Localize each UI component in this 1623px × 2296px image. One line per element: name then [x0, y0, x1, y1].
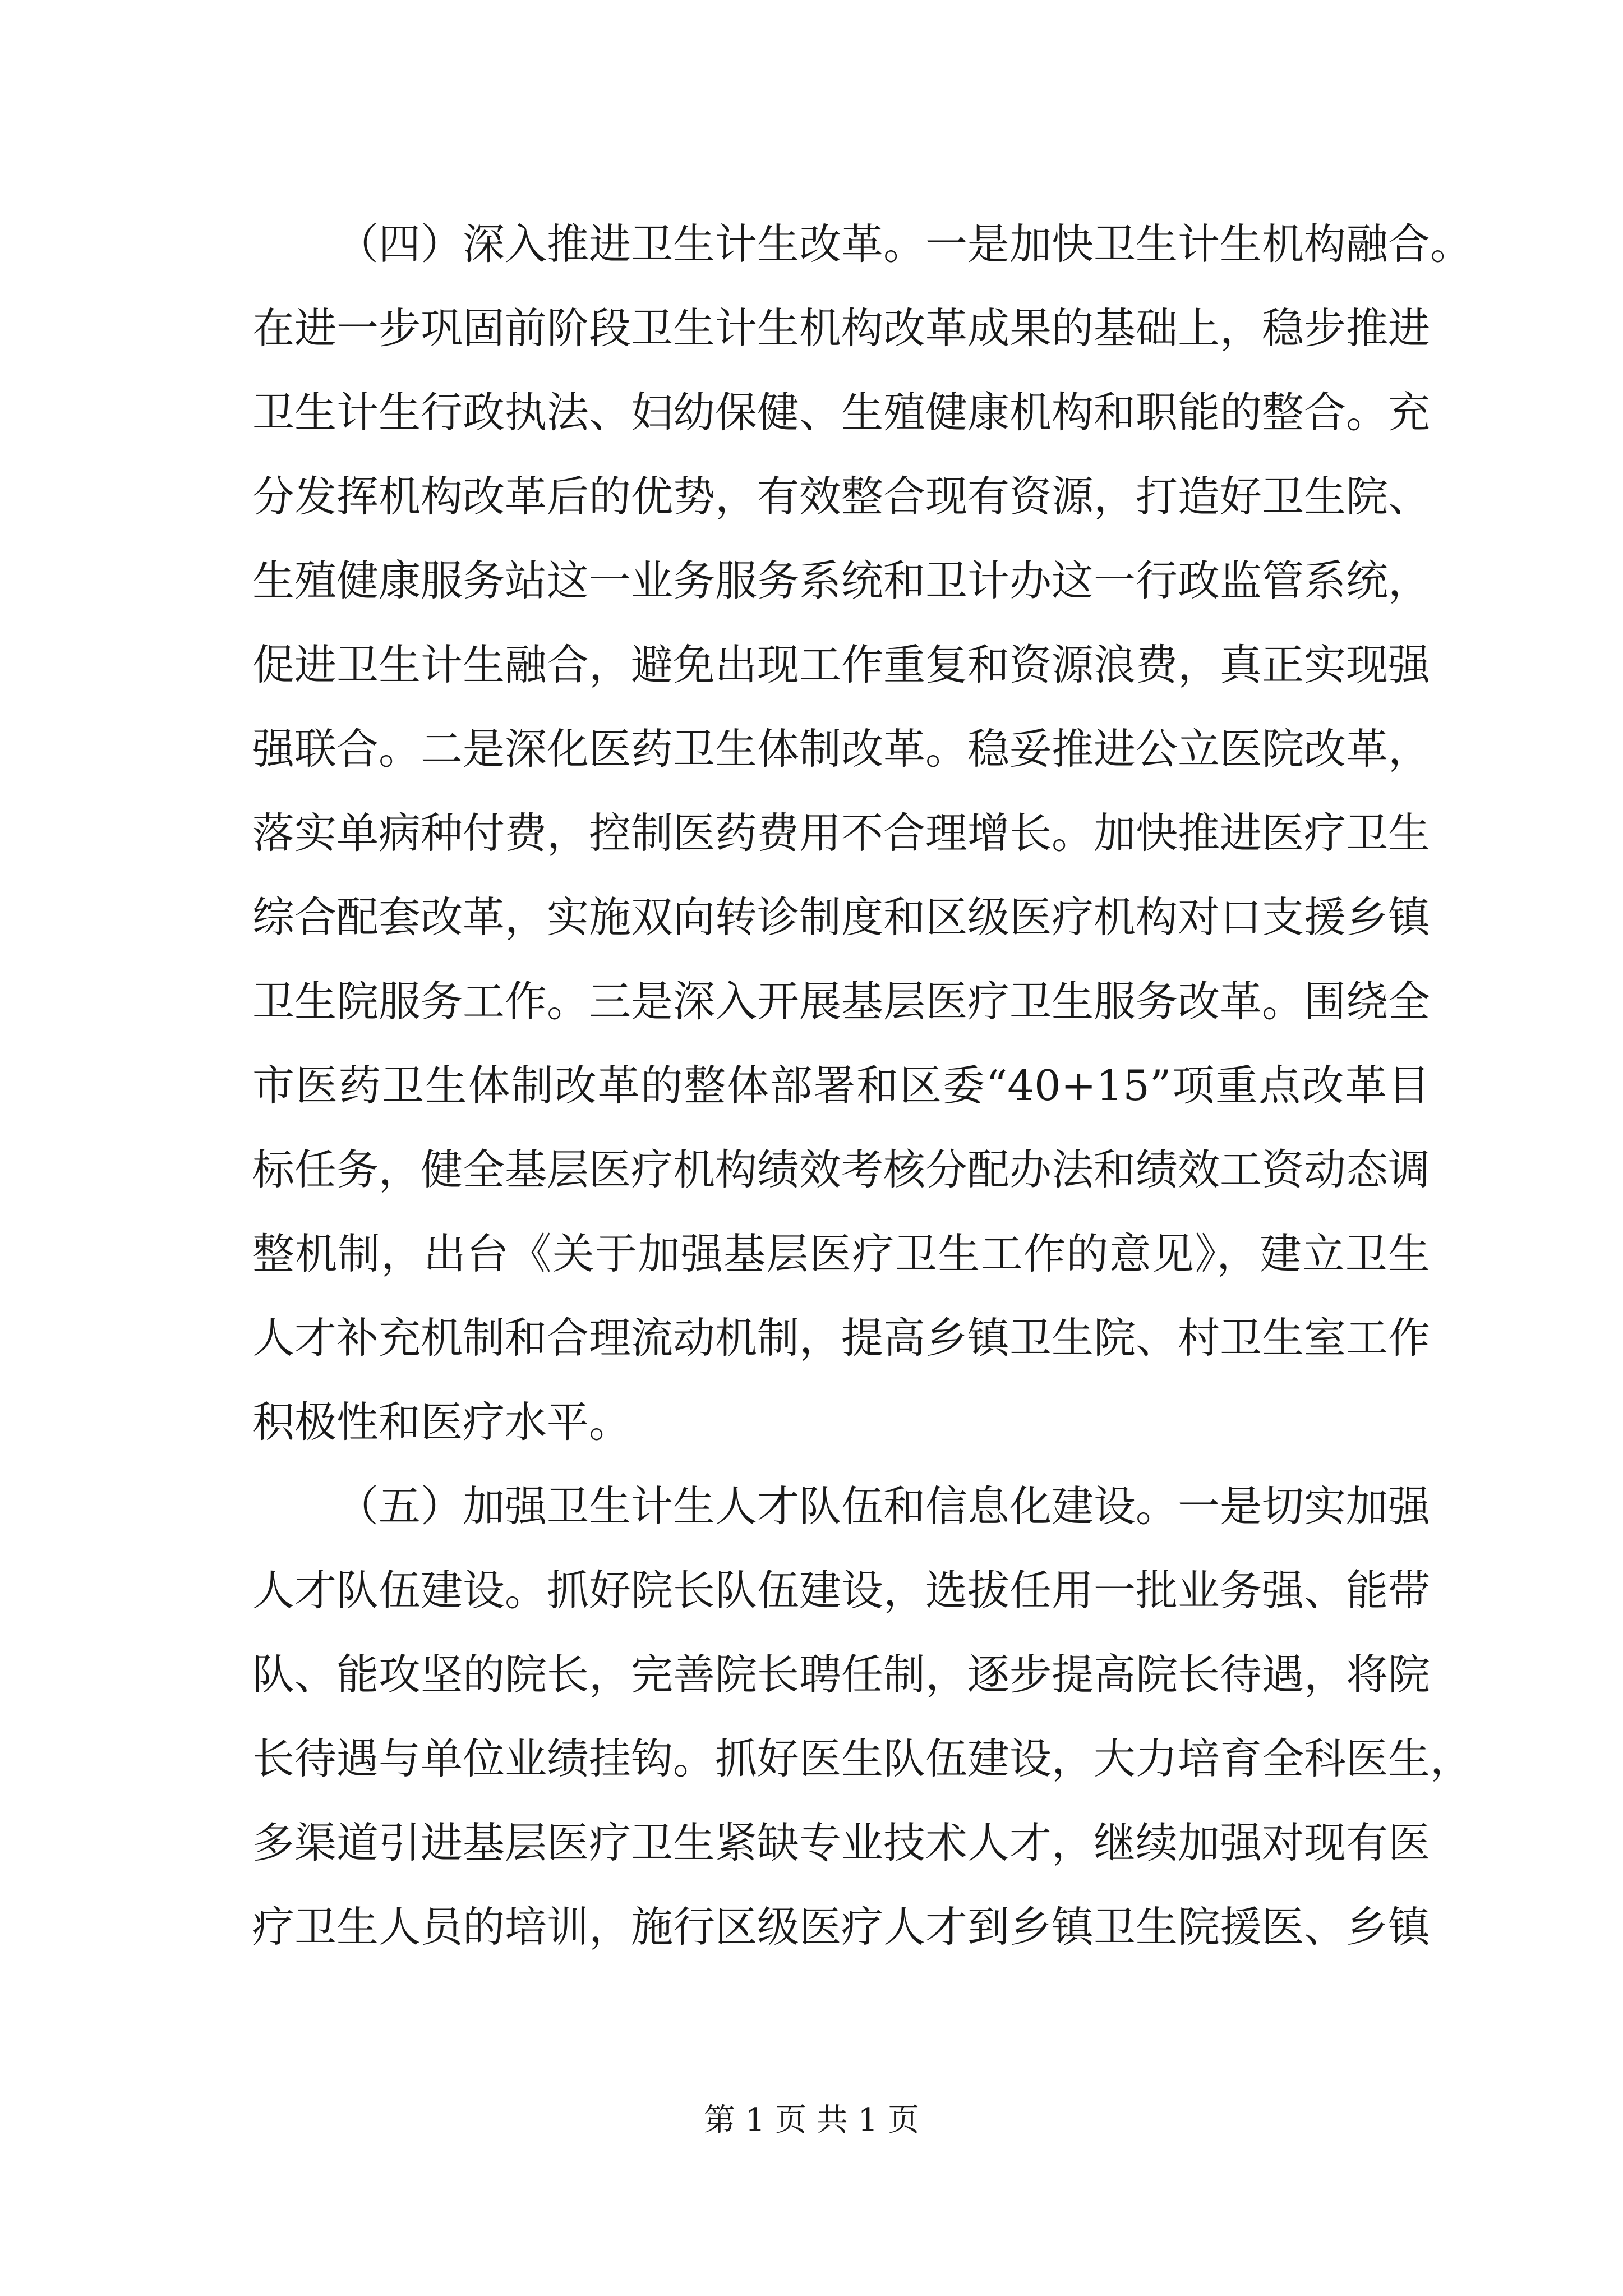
text-line: 生殖健康服务站这一业务服务系统和卫计办这一行政监管系统， — [252, 556, 1431, 605]
text-line: 促进卫生计生融合，避免出现工作重复和资源浪费，真正实现强 — [252, 640, 1431, 689]
paragraph-talent — [252, 1464, 1473, 1969]
text-line: 在进一步巩固前阶段卫生计生机构改革成果的基础上，稳步推进 — [252, 303, 1431, 353]
text-line: 多渠道引进基层医疗卫生紧缺专业技术人才，继续加强对现有医 — [252, 1818, 1431, 1867]
text-line: 分发挥机构改革后的优势，有效整合现有资源，打造好卫生院、 — [252, 472, 1431, 521]
text-line: 队、能攻坚的院长，完善院长聘任制，逐步提高院长待遇，将院 — [252, 1650, 1431, 1699]
text-line: 积极性和医疗水平。 — [252, 1397, 631, 1447]
page-footer: 第 1 页 共 1 页 — [703, 2102, 920, 2138]
text-line: 卫生院服务工作。三是深入开展基层医疗卫生服务改革。围绕全 — [252, 977, 1431, 1026]
text-line: 人才队伍建设。抓好院长队伍建设，选拔任用一批业务强、能带 — [252, 1566, 1431, 1615]
text-line: 疗卫生人员的培训，施行区级医疗人才到乡镇卫生院援医、乡镇 — [252, 1902, 1431, 1952]
text-line: （四）深入推进卫生计生改革。一是加快卫生计生机构融合。 — [336, 219, 1473, 269]
text-line: 标任务，健全基层医疗机构绩效考核分配办法和绩效工资动态调 — [252, 1145, 1431, 1194]
document-body — [252, 202, 1473, 1969]
text-line: 综合配套改革，实施双向转诊制度和区级医疗机构对口支援乡镇 — [252, 892, 1431, 942]
text-line: 落实单病种付费，控制医药费用不合理增长。加快推进医疗卫生 — [252, 808, 1431, 858]
text-line: 人才补充机制和合理流动机制，提高乡镇卫生院、村卫生室工作 — [252, 1313, 1431, 1363]
text-line: （五）加强卫生计生人才队伍和信息化建设。一是切实加强 — [336, 1481, 1431, 1531]
text-line: 卫生计生行政执法、妇幼保健、生殖健康机构和职能的整合。充 — [252, 388, 1431, 437]
text-line: 强联合。二是深化医药卫生体制改革。稳妥推进公立医院改革， — [252, 724, 1431, 774]
text-line: 整机制，出台《关于加强基层医疗卫生工作的意见》，建立卫生 — [252, 1229, 1430, 1278]
text-line: 长待遇与单位业绩挂钩。抓好医生队伍建设，大力培育全科医生， — [252, 1734, 1473, 1783]
text-line: 市医药卫生体制改革的整体部署和区委“40+15”项重点改革目 — [252, 1061, 1430, 1110]
paragraph-reform — [252, 202, 1473, 1464]
